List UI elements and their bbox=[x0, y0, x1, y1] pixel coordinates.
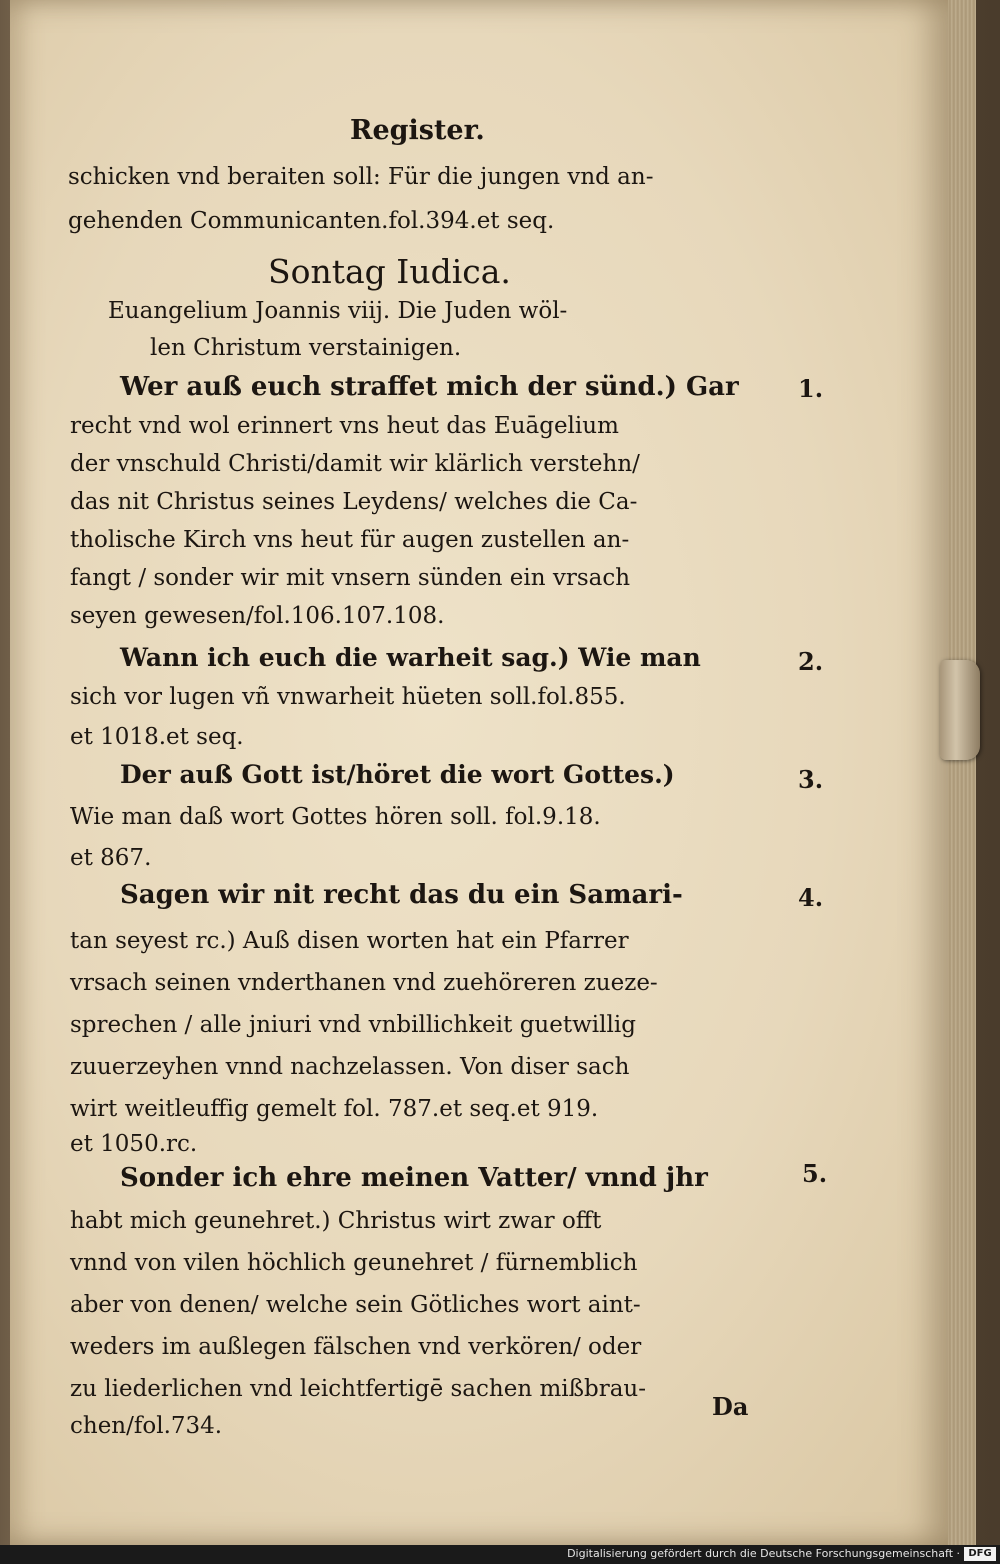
book-clasp bbox=[940, 660, 980, 760]
gospel-line: Euangelium Joannis viij. Die Juden wöl- bbox=[108, 298, 568, 324]
entry-1-lead: Wer auß euch straffet mich der sünd.) Gar bbox=[120, 372, 739, 402]
entry-5-line: habt mich geunehret.) Christus wirt zwar offt bbox=[70, 1208, 602, 1234]
entry-4-line: zuuerzeyhen vnnd nachzelassen. Von diser sach bbox=[70, 1054, 630, 1080]
gospel-line: len Christum verstainigen. bbox=[150, 335, 462, 361]
entry-5-lead: Sonder ich ehre meinen Vatter/ vnnd jhr bbox=[120, 1163, 708, 1193]
entry-4-line: vrsach seinen vnderthanen vnd zuehöreren zueze- bbox=[70, 970, 658, 996]
entry-5-line: aber von denen/ welche sein Götliches wort aint- bbox=[70, 1292, 641, 1318]
entry-2-lead: Wann ich euch die warheit sag.) Wie man bbox=[120, 643, 701, 672]
entry-2-line: et 1018.et seq. bbox=[70, 724, 244, 750]
entry-1-line: recht vnd wol erinnert vns heut das Euāgelium bbox=[70, 413, 619, 439]
entry-4-line: sprechen / alle jniuri vnd vnbillichkeit guetwillig bbox=[70, 1012, 636, 1038]
section-heading: Sontag Iudica. bbox=[268, 252, 511, 291]
entry-5-line: chen/fol.734. bbox=[70, 1413, 223, 1439]
entry-3-number: 3. bbox=[798, 765, 824, 794]
entry-5-number: 5. bbox=[802, 1159, 828, 1188]
entry-1-line: der vnschuld Christi/damit wir klärlich verstehn/ bbox=[70, 451, 640, 477]
entry-4-line: tan seyest rc.) Auß disen worten hat ein Pfarrer bbox=[70, 928, 629, 954]
entry-1-line: tholische Kirch vns heut für augen zustellen an- bbox=[70, 527, 630, 553]
intro-line: schicken vnd beraiten soll: Für die jungen vnd an- bbox=[68, 164, 654, 190]
entry-2-line: sich vor lugen vñ vnwarheit hüeten soll.fol.855. bbox=[70, 684, 626, 710]
entry-1-line: seyen gewesen/fol.106.107.108. bbox=[70, 603, 445, 629]
catchword: Da bbox=[712, 1392, 749, 1421]
digitization-footer bbox=[0, 1545, 1000, 1564]
entry-4-line: et 1050.rc. bbox=[70, 1131, 198, 1157]
page-header: Register. bbox=[350, 115, 485, 146]
entry-3-lead: Der auß Gott ist/höret die wort Gottes.) bbox=[120, 760, 675, 789]
entry-5-line: weders im außlegen fälschen vnd verkören/ oder bbox=[70, 1334, 642, 1360]
dfg-logo: DFG bbox=[964, 1547, 996, 1561]
entry-5-line: vnnd von vilen höchlich geunehret / fürnemblich bbox=[70, 1250, 638, 1276]
entry-3-line: Wie man daß wort Gottes hören soll. fol.9.18. bbox=[70, 804, 601, 830]
entry-4-lead: Sagen wir nit recht das du ein Samari- bbox=[120, 880, 683, 910]
entry-5-line: zu liederlichen vnd leichtfertigē sachen mißbrau- bbox=[70, 1376, 646, 1402]
entry-4-number: 4. bbox=[798, 883, 824, 912]
entry-1-number: 1. bbox=[798, 374, 824, 403]
entry-4-line: wirt weitleuffig gemelt fol. 787.et seq.et 919. bbox=[70, 1096, 599, 1122]
page-edges bbox=[948, 0, 976, 1545]
entry-1-line: das nit Christus seines Leydens/ welches die Ca- bbox=[70, 489, 638, 515]
entry-1-line: fangt / sonder wir mit vnsern sünden ein vrsach bbox=[70, 565, 631, 591]
entry-3-line: et 867. bbox=[70, 845, 152, 871]
funding-credit: Digitalisierung gefördert durch die Deutsche Forschungsgemeinschaft · bbox=[567, 1547, 960, 1560]
entry-2-number: 2. bbox=[798, 647, 824, 676]
intro-line: gehenden Communicanten.fol.394.et seq. bbox=[68, 208, 555, 234]
